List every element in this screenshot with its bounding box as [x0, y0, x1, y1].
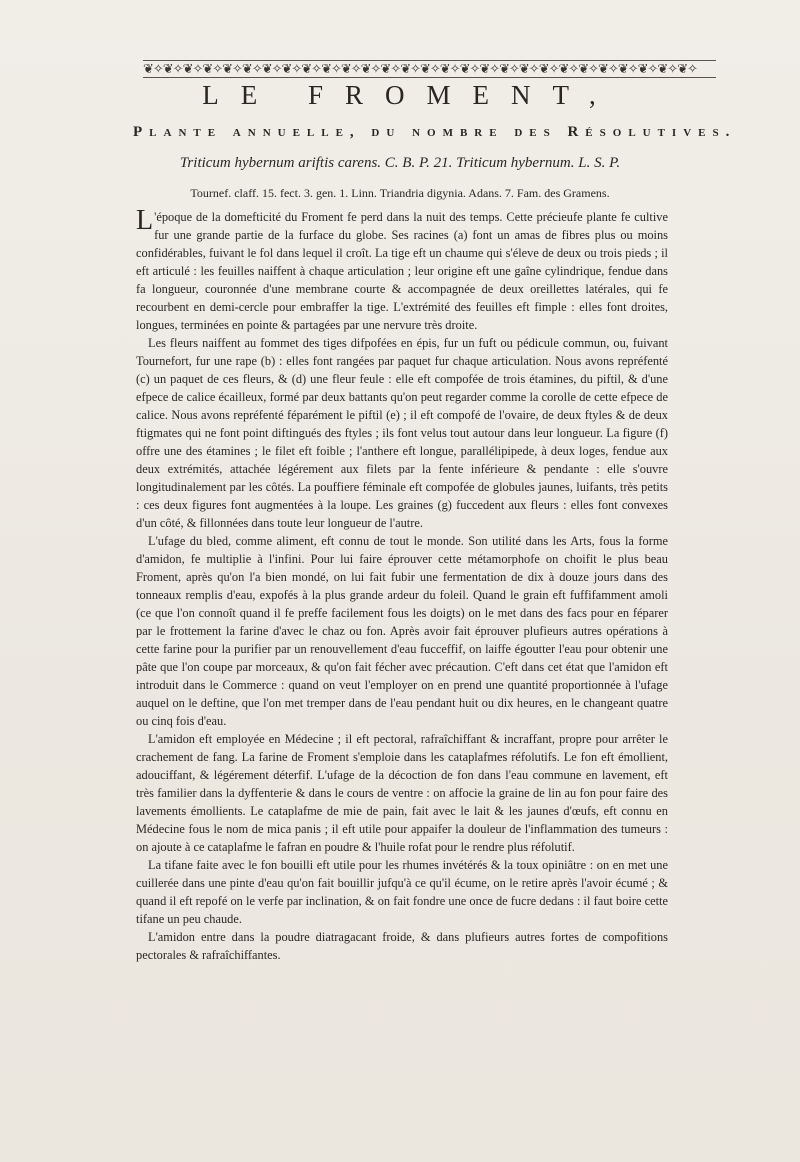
paragraph-text: 'époque de la domefticité du Froment fe perd dans la nuit des temps. Cette précieufe plante fe cultive fur une grande partie de la furface du globe. Ses racines (a) font un amas de fibres plus ou moins confidérables, fuivant le fol dans lequel il croît. La tige eft un chaume qui s'éleve de deux ou trois pieds ; il eft articulé : les feuilles naiffent à chaque articulation ; leur origine eft une gaîne cylindrique, fendue dans fa longueur, couronnée d'une membrane courte & accompagnée de deux oreillettes latérales, qui fe recourbent en demi-cercle pour embraffer la tige. L'extrémité des feuilles eft fimple : elles font droites, longues, terminées en pointe & partagées par une nervure très droite. [136, 210, 668, 332]
paragraph: L'amidon entre dans la poudre diatragacant froide, & dans plufieurs autres fortes de compofitions pectorales & rafraîchiffantes. [136, 930, 668, 962]
paragraph [136, 205, 668, 334]
latin-names: Triticum hybernum ariftis carens. C. B. P. 21. Triticum hybernum. L. S. P. [179, 155, 621, 171]
paragraph: La tifane faite avec le fon bouilli eft utile pour les rhumes invétérés & la toux opiniâtre : on en met une cuillerée dans une pinte d'eau qu'on fait bouillir jufqu'à ce qu'il écume, on le retire après l'avoir écumé ; & quand il eft repofé on le verfe par inclination, & on fait fondre une once de fucre dedans : il faut boire cette tifane un peu chaude. [136, 858, 668, 926]
decorative-border: ❦✧❦✧❦✧❦✧❦✧❦✧❦✧❦✧❦✧❦✧❦✧❦✧❦✧❦✧❦✧❦✧❦✧❦✧❦✧❦✧❦✧❦✧❦✧❦✧❦✧❦✧❦✧❦✧ [143, 60, 716, 78]
paragraph: L'ufage du bled, comme aliment, eft connu de tout le monde. Son utilité dans les Arts, fous la forme d'amidon, fe multiplie à l'infini. Pour lui faire éprouver cette métamorphofe on choifit le plus beau Froment, après qu'on l'a bien mondé, on lui fait fubir une fermentation de dix à douze jours dans des tonneaux remplis d'eau, expofés à la plus grande ardeur du foleil. Quand le grain eft fuffifamment amoli (ce que l'on connoît quand il fe preffe facilement fous les doigts) on le met dans des facs pour en féparer par le frottement la farine d'avec le chaz ou fon. Après avoir fait éprouver plufieurs autres opérations à cette farine pour la purifier par un renouvellement d'eau fucceffif, on laiffe égoutter l'eau pour obtenir une pâte que l'on coupe par morceaux, & qu'on fait fécher avec précaution. C'eft dans cet état que l'amidon eft introduit dans le Commerce : quand on veut l'employer on en prend une quantité proportionnée à l'ufage auquel on le deftine, que l'on met tremper dans de l'eau pendant huit ou dix heures, en le changeant quatre ou cinq fois d'eau. [136, 534, 668, 728]
paragraph: L'amidon eft employée en Médecine ; il eft pectoral, rafraîchiffant & incraffant, propre pour arrêter le crachement de fang. La farine de Froment s'emploie dans les cataplafmes réfolutifs. Le fon eft émollient, adouciffant, & légérement déterfif. L'ufage de la décoction de fon dans l'eau commune en lavement, eft très familier dans la dyffenterie & dans le cours de ventre : on affocie la graine de lin au fon pour faire des lavements émollients. Le cataplafme de mie de pain, fait avec le lait & les jaunes d'œufs, eft connu en Médecine fous le nom de mica panis ; il eft utile pour appaifer la douleur de l'inflammation des tumeurs : on ajoute à ce cataplafme le fafran en poudre & l'huile rofat pour le rendre plus réfolutif. [136, 732, 668, 854]
drop-cap: L [136, 205, 154, 236]
body-text [136, 205, 668, 964]
page-title: LE FROMENT, [202, 80, 618, 110]
paragraph: Les fleurs naiffent au fommet des tiges difpofées en épis, fur un fuft ou pédicule commun, ou, fuivant Tournefort, fur une rape (b) : elles font rangées par paquet fur chaque articulation. Nous avons repréfenté (c) un paquet de ces fleurs, & (d) une fleur feule : elle eft compofée de trois étamines, du piftil, & d'une efpece de calice écailleux, formé par deux battants qu'on peut regarder comme la corolle de cette efpece de calice. Nous avons repréfenté féparément le piftil (e) ; il eft compofé de l'ovaire, de deux ftyles & de deux ftigmates qui ne font point diftingués des ftyles ; ils font velus tout autour dans leur longueur. La figure (f) offre une des étamines ; le filet eft foible ; l'anthere eft longue, parallélipipede, à deux loges, fendue aux deux extrémités, attachée légérement aux filets par la fente inférieure & pendante : elle s'ouvre longitudinalement par les côtés. La pouffiere féminale eft compofée de globules jaunes, luifants, très petits : ces deux figures font augmentées à la loupe. Les graines (g) fuccedent aux fleurs : elles font convexes d'un côté, & fillonnées dans toute leur longueur de l'autre. [136, 336, 668, 530]
subtitle: Plante annuelle, du nombre des Résolutives. [133, 124, 737, 140]
classification-line: Tournef. claff. 15. fect. 3. gen. 1. Linn. Triandria digynia. Adans. 7. Fam. des Gramens. [190, 186, 610, 200]
